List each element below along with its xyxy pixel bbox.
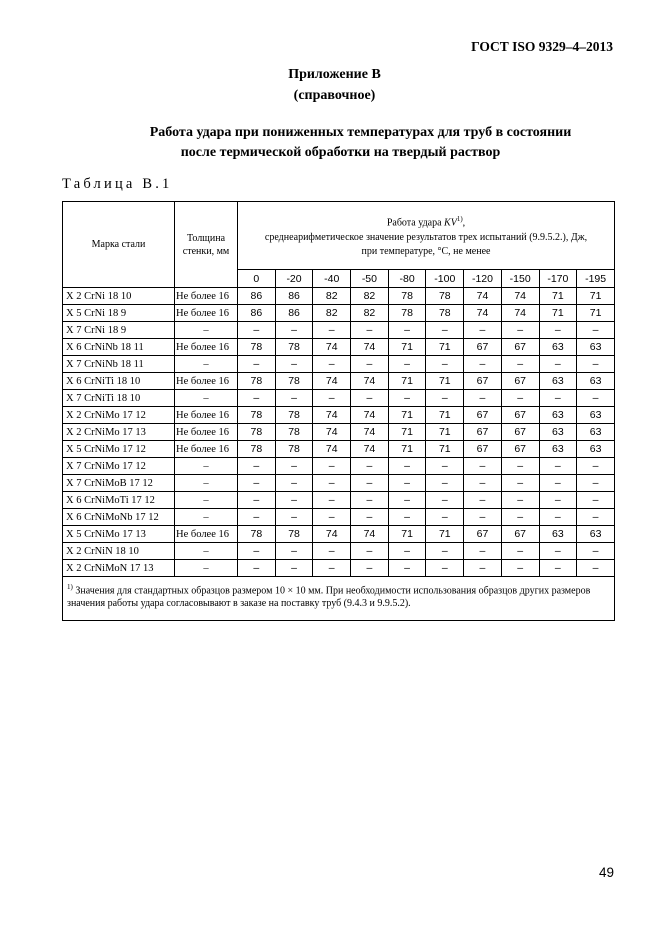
steel-grade-cell: X 7 CrNiMoB 17 12 [63,475,175,492]
steel-grade-cell: X 2 CrNi 18 10 [63,288,175,305]
impact-value-cell: 63 [577,526,615,543]
impact-value-cell: – [464,509,502,526]
steel-grade-cell: X 6 CrNiMoNb 17 12 [63,509,175,526]
impact-value-cell: 71 [426,526,464,543]
impact-value-cell: 71 [388,441,426,458]
impact-value-cell: 63 [539,407,577,424]
wall-thickness-cell: – [175,356,238,373]
steel-grade-cell: X 6 CrNiMoTi 17 12 [63,492,175,509]
impact-value-cell: – [426,543,464,560]
impact-value-cell: – [426,509,464,526]
impact-value-cell: – [539,560,577,577]
wall-thickness-cell: – [175,475,238,492]
impact-value-cell: – [313,356,351,373]
temperature-header: -195 [577,270,615,288]
impact-value-cell: 71 [388,339,426,356]
impact-value-cell: – [464,560,502,577]
impact-value-cell: – [426,560,464,577]
impact-value-cell: 71 [539,305,577,322]
header-impact-work-post: , [462,217,466,229]
impact-value-cell: 82 [351,288,389,305]
impact-value-cell: – [313,543,351,560]
impact-value-cell: – [464,390,502,407]
impact-value-cell: – [238,492,276,509]
impact-value-cell: – [351,475,389,492]
impact-value-cell: – [275,458,313,475]
impact-value-cell: – [275,475,313,492]
impact-value-cell: 74 [351,407,389,424]
impact-value-cell: 71 [388,424,426,441]
wall-thickness-cell: Не более 16 [175,424,238,441]
impact-value-cell: 71 [388,407,426,424]
impact-value-cell: – [351,458,389,475]
impact-value-cell: 71 [388,373,426,390]
impact-value-cell: – [501,543,539,560]
impact-value-cell: – [539,356,577,373]
table-row [63,492,615,509]
impact-value-cell: 78 [426,305,464,322]
temperature-header: 0 [238,270,276,288]
table-label: Таблица В.1 [62,176,173,192]
steel-grade-cell: X 2 CrNiN 18 10 [63,543,175,560]
header-impact-work [238,202,615,270]
impact-value-cell: – [426,475,464,492]
wall-thickness-cell: – [175,322,238,339]
footnote-marker: 1) [67,583,73,591]
impact-value-cell: 67 [464,339,502,356]
impact-value-cell: – [313,492,351,509]
impact-value-cell: – [388,560,426,577]
impact-value-cell: 74 [351,526,389,543]
impact-value-cell: – [501,458,539,475]
impact-value-cell: 63 [539,424,577,441]
temperature-header: -80 [388,270,426,288]
impact-value-cell: 78 [238,424,276,441]
impact-value-cell: – [501,475,539,492]
impact-value-cell: 78 [388,288,426,305]
impact-value-cell: 74 [351,373,389,390]
impact-value-cell: – [577,390,615,407]
impact-value-cell: – [388,543,426,560]
annex-heading [0,64,661,106]
temperature-header: -50 [351,270,389,288]
header-impact-work-line3: при температуре, °С, не менее [361,245,491,257]
wall-thickness-cell: – [175,560,238,577]
impact-value-cell: – [464,458,502,475]
wall-thickness-cell: Не более 16 [175,339,238,356]
impact-value-cell: 78 [275,441,313,458]
section-title-line2: после термической обработки на твердый раствор [180,145,501,160]
impact-value-cell: – [313,322,351,339]
impact-value-cell: – [577,492,615,509]
impact-value-cell: 78 [388,305,426,322]
table-row [63,339,615,356]
steel-grade-cell: X 2 CrNiMo 17 12 [63,407,175,424]
impact-value-cell: 82 [313,288,351,305]
impact-value-cell: 63 [539,441,577,458]
steel-grade-cell: X 2 CrNiMo 17 13 [63,424,175,441]
impact-value-cell: 74 [351,441,389,458]
impact-value-cell: 86 [275,305,313,322]
impact-value-cell: 71 [577,305,615,322]
impact-value-cell: – [275,390,313,407]
impact-value-cell: 74 [313,339,351,356]
impact-value-cell: 67 [501,526,539,543]
header-steel-grade: Марка стали [63,202,175,288]
impact-value-cell: – [275,492,313,509]
header-footnote-ref: 1) [456,215,463,224]
impact-value-cell: 67 [464,441,502,458]
temperature-header: -20 [275,270,313,288]
impact-value-cell: – [238,509,276,526]
impact-value-cell: – [539,390,577,407]
impact-value-cell: – [238,322,276,339]
wall-thickness-cell: Не более 16 [175,288,238,305]
header-wall-thickness-line2: стенки, мм [182,245,230,257]
impact-value-cell: 86 [238,305,276,322]
impact-value-cell: – [464,475,502,492]
impact-value-cell: – [275,322,313,339]
impact-value-cell: 63 [577,373,615,390]
impact-value-cell: 74 [313,373,351,390]
impact-value-cell: – [464,543,502,560]
impact-value-cell: – [313,560,351,577]
impact-value-cell: – [388,458,426,475]
impact-value-cell: 74 [501,288,539,305]
table-row [63,560,615,577]
table-footnote [63,577,615,621]
table-row [63,424,615,441]
impact-value-cell: 63 [539,339,577,356]
header-wall-thickness [175,202,238,288]
steel-grade-cell: X 7 CrNiTi 18 10 [63,390,175,407]
impact-value-cell: 63 [577,441,615,458]
table-row [63,441,615,458]
impact-work-table [62,201,615,621]
impact-value-cell: 78 [238,407,276,424]
section-title [0,123,661,163]
impact-value-cell: – [351,322,389,339]
table-row [63,475,615,492]
table-row [63,407,615,424]
impact-value-cell: 82 [313,305,351,322]
impact-value-cell: – [388,475,426,492]
impact-value-cell: – [577,543,615,560]
impact-value-cell: 74 [501,305,539,322]
impact-value-cell: – [313,509,351,526]
wall-thickness-cell: – [175,543,238,560]
impact-value-cell: – [388,390,426,407]
impact-value-cell: – [351,492,389,509]
impact-value-cell: 78 [275,424,313,441]
impact-value-cell: – [238,475,276,492]
header-kv: KV [444,217,457,229]
impact-value-cell: – [275,560,313,577]
impact-value-cell: – [577,509,615,526]
impact-value-cell: – [577,356,615,373]
impact-value-cell: – [351,509,389,526]
impact-value-cell: 71 [577,288,615,305]
impact-value-cell: – [539,475,577,492]
wall-thickness-cell: Не более 16 [175,373,238,390]
impact-value-cell: 78 [238,526,276,543]
standard-header: ГОСТ ISO 9329–4–2013 [471,39,613,54]
impact-value-cell: – [313,390,351,407]
impact-value-cell: – [238,390,276,407]
impact-value-cell: 74 [313,526,351,543]
table-row [63,373,615,390]
impact-value-cell: 67 [501,424,539,441]
temperature-header: -170 [539,270,577,288]
impact-value-cell: 71 [426,373,464,390]
wall-thickness-cell: – [175,390,238,407]
temperature-header: -100 [426,270,464,288]
impact-value-cell: 78 [275,339,313,356]
impact-value-cell: – [539,322,577,339]
table-row [63,356,615,373]
impact-value-cell: – [577,475,615,492]
impact-value-cell: 63 [539,373,577,390]
table-row [63,322,615,339]
impact-value-cell: – [539,458,577,475]
impact-value-cell: – [501,509,539,526]
impact-value-cell: – [426,458,464,475]
impact-value-cell: – [388,492,426,509]
impact-value-cell: 67 [501,373,539,390]
impact-value-cell: 67 [501,441,539,458]
impact-value-cell: 78 [238,441,276,458]
impact-value-cell: – [501,322,539,339]
impact-value-cell: 78 [275,407,313,424]
impact-value-cell: 78 [275,373,313,390]
impact-value-cell: – [238,543,276,560]
steel-grade-cell: X 6 CrNiNb 18 11 [63,339,175,356]
steel-grade-cell: X 7 CrNiNb 18 11 [63,356,175,373]
impact-value-cell: 71 [426,424,464,441]
impact-value-cell: – [464,322,502,339]
impact-value-cell: – [388,509,426,526]
annex-type: (справочное) [293,88,376,103]
impact-value-cell: 78 [275,526,313,543]
impact-value-cell: – [313,475,351,492]
temperature-header: -40 [313,270,351,288]
impact-value-cell: 71 [426,339,464,356]
steel-grade-cell: X 5 CrNiMo 17 12 [63,441,175,458]
page-number: 49 [598,865,614,880]
table-row [63,390,615,407]
impact-value-cell: 74 [313,407,351,424]
footnote-text: Значения для стандартных образцов размером 10 × 10 мм. При необходимости использования образцов других размеров значения работы удара согласовывают в заказе на поставку труб (9.4.3 и 9.9.5.2). [67,585,591,610]
header-impact-work-line2: среднеарифметическое значение результатов трех испытаний (9.9.5.2.), Дж, [264,231,588,243]
impact-value-cell: 71 [426,407,464,424]
impact-value-cell: – [501,356,539,373]
impact-value-cell: – [501,492,539,509]
steel-grade-cell: X 7 CrNi 18 9 [63,322,175,339]
impact-value-cell: 86 [275,288,313,305]
impact-value-cell: 78 [238,373,276,390]
impact-value-cell: – [577,458,615,475]
temperature-header: -150 [501,270,539,288]
impact-value-cell: 67 [501,339,539,356]
impact-value-cell: 86 [238,288,276,305]
impact-value-cell: – [539,509,577,526]
impact-value-cell: 63 [577,339,615,356]
impact-value-cell: 67 [464,526,502,543]
impact-value-cell: 71 [426,441,464,458]
impact-value-cell: – [577,322,615,339]
impact-value-cell: – [501,390,539,407]
impact-value-cell: 78 [426,288,464,305]
impact-value-cell: – [351,356,389,373]
impact-value-cell: 67 [464,424,502,441]
impact-value-cell: – [351,560,389,577]
impact-value-cell: – [313,458,351,475]
impact-value-cell: – [464,356,502,373]
impact-value-cell: 74 [464,288,502,305]
impact-value-cell: 74 [351,339,389,356]
wall-thickness-cell: Не более 16 [175,441,238,458]
impact-value-cell: – [464,492,502,509]
impact-value-cell: – [275,509,313,526]
impact-value-cell: – [426,492,464,509]
impact-value-cell: – [388,322,426,339]
impact-value-cell: – [426,322,464,339]
header-wall-thickness-line1: Толщина [186,232,226,244]
impact-value-cell: – [501,560,539,577]
impact-value-cell: 74 [313,424,351,441]
impact-value-cell: 63 [539,526,577,543]
steel-grade-cell: X 6 CrNiTi 18 10 [63,373,175,390]
wall-thickness-cell: – [175,458,238,475]
table-row [63,458,615,475]
impact-value-cell: – [238,356,276,373]
table-row [63,305,615,322]
wall-thickness-cell: Не более 16 [175,526,238,543]
wall-thickness-cell: Не более 16 [175,305,238,322]
impact-value-cell: 74 [313,441,351,458]
impact-value-cell: – [426,390,464,407]
steel-grade-cell: X 5 CrNi 18 9 [63,305,175,322]
impact-value-cell: 78 [238,339,276,356]
impact-value-cell: – [238,560,276,577]
impact-value-cell: 67 [464,407,502,424]
impact-value-cell: – [539,492,577,509]
impact-value-cell: 74 [464,305,502,322]
impact-value-cell: 74 [351,424,389,441]
impact-value-cell: 63 [577,407,615,424]
impact-value-cell: – [577,560,615,577]
wall-thickness-cell: Не более 16 [175,407,238,424]
impact-value-cell: 63 [577,424,615,441]
impact-value-cell: 67 [501,407,539,424]
impact-value-cell: 82 [351,305,389,322]
table-row [63,288,615,305]
table-row [63,509,615,526]
impact-value-cell: 71 [388,526,426,543]
impact-value-cell: – [388,356,426,373]
impact-value-cell: – [238,458,276,475]
table-row [63,543,615,560]
section-title-line1: Работа удара при пониженных температурах для труб в состоянии [149,125,572,140]
impact-value-cell: – [275,543,313,560]
steel-grade-cell: X 7 CrNiMo 17 12 [63,458,175,475]
steel-grade-cell: X 5 CrNiMo 17 13 [63,526,175,543]
impact-value-cell: – [539,543,577,560]
temperature-header: -120 [464,270,502,288]
wall-thickness-cell: – [175,492,238,509]
wall-thickness-cell: – [175,509,238,526]
annex-title: Приложение В [288,67,381,82]
impact-value-cell: 71 [539,288,577,305]
header-impact-work-pre: Работа удара [386,217,445,229]
table-row [63,526,615,543]
impact-value-cell: – [351,543,389,560]
impact-value-cell: 67 [464,373,502,390]
impact-value-cell: – [351,390,389,407]
steel-grade-cell: X 2 CrNiMoN 17 13 [63,560,175,577]
impact-value-cell: – [426,356,464,373]
impact-value-cell: – [275,356,313,373]
